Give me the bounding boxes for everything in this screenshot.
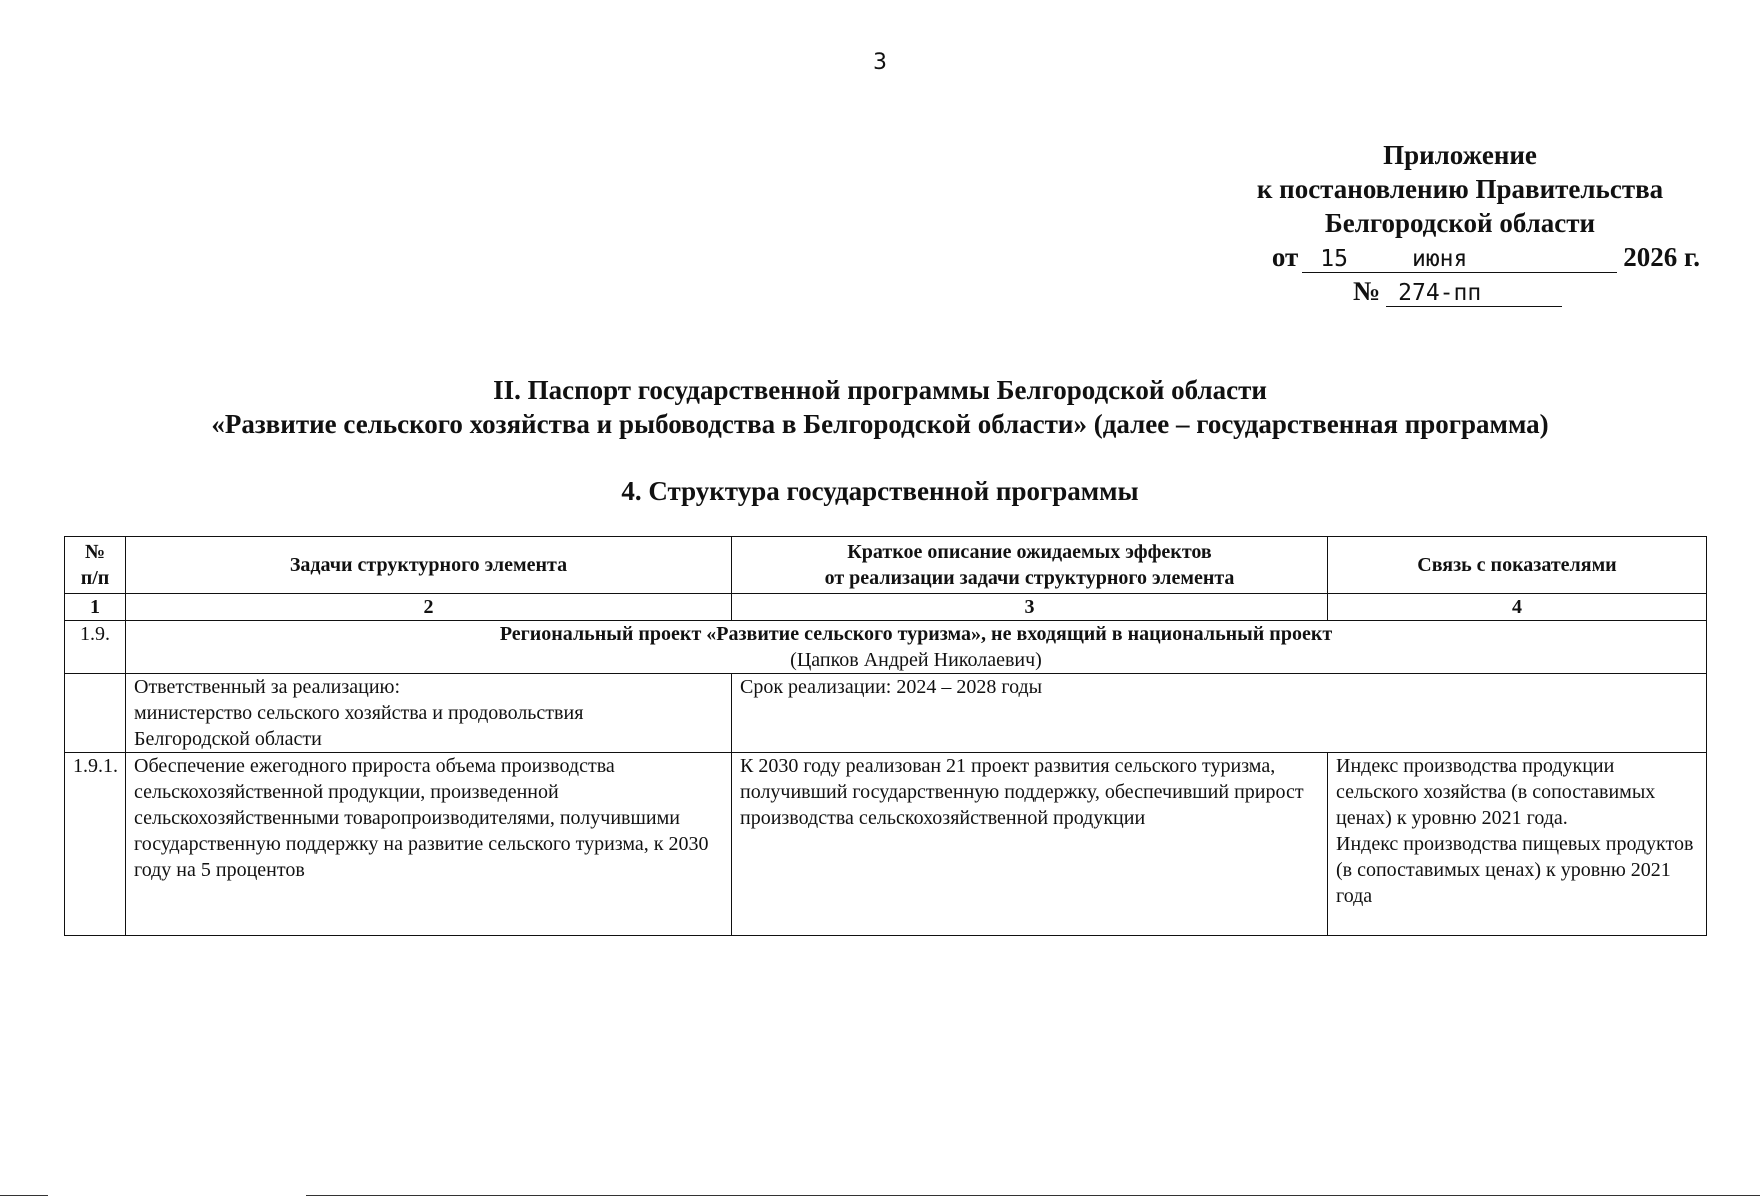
column-number: 3: [732, 594, 1328, 621]
appendix-line-3: Белгородской области: [1324, 208, 1596, 238]
row-number: 1.9.: [65, 621, 126, 674]
column-number: 4: [1328, 594, 1707, 621]
responsible-cell: [126, 674, 732, 753]
header-effects-line-1: Краткое описание ожидаемых эффектов: [847, 541, 1212, 563]
deadline-cell: Срок реализации: 2024 – 2028 годы: [732, 674, 1707, 753]
date-day: 15: [1320, 246, 1348, 272]
indicator-cell: [1328, 753, 1707, 936]
bottom-rule-right: [306, 1195, 1760, 1196]
document-title: [0, 373, 1760, 441]
number-field: 274-пп: [1386, 280, 1562, 307]
date-month: июня: [1411, 246, 1468, 272]
responsible-row: [65, 674, 1707, 753]
column-number: 2: [126, 594, 732, 621]
indicator-2: Индекс производства пищевых продуктов (в сопоставимых ценах) к уровню 2021 года: [1336, 833, 1694, 907]
bottom-rule-left: [0, 1195, 48, 1196]
header-num-line-2: п/п: [80, 567, 110, 589]
appendix-date-line: [1220, 240, 1700, 274]
date-prefix: от: [1271, 242, 1299, 272]
header-num: [65, 537, 126, 594]
project-cell: [126, 621, 1707, 674]
title-line-2: «Развитие сельского хозяйства и рыбоводства в Белгородской области» (далее – государственная программа): [211, 409, 1549, 439]
title-line-1: II. Паспорт государственной программы Белгородской области: [493, 375, 1267, 405]
header-effects: [732, 537, 1328, 594]
date-field: [1302, 246, 1617, 273]
responsible-line-3: Белгородской области: [134, 728, 322, 750]
empty-cell: [65, 674, 126, 753]
column-numbers-row: [65, 594, 1707, 621]
header-link: Связь с показателями: [1328, 537, 1707, 594]
responsible-label: Ответственный за реализацию:: [134, 676, 401, 698]
table-header-row: [65, 537, 1707, 594]
header-effects-line-2: от реализации задачи структурного элемента: [824, 567, 1235, 589]
task-cell: Обеспечение ежегодного прироста объема производства сельскохозяйственной продукции, произведенной сельскохозяйственными товаропроизводителями, получившими государственную поддержку на развитие сельского туризма, к 2030 году на 5 процентов: [126, 753, 732, 936]
header-tasks: Задачи структурного элемента: [126, 537, 732, 594]
responsible-line-2: министерство сельского хозяйства и продовольствия: [134, 702, 584, 724]
page-number: 3: [873, 50, 887, 75]
row-number: 1.9.1.: [65, 753, 126, 936]
project-head: (Цапков Андрей Николаевич): [790, 649, 1042, 671]
date-year: 2026 г.: [1623, 242, 1700, 272]
appendix-number-line: [1220, 274, 1700, 308]
number-prefix: №: [1353, 276, 1381, 306]
project-title: Региональный проект «Развитие сельского туризма», не входящий в национальный проект: [499, 623, 1333, 645]
column-number: 1: [65, 594, 126, 621]
appendix-line-2: к постановлению Правительства: [1256, 174, 1664, 204]
appendix-title: Приложение: [1383, 140, 1537, 170]
table-row: [65, 753, 1707, 936]
structure-table: [64, 536, 1707, 936]
appendix-block: [1220, 138, 1700, 308]
indicator-1: Индекс производства продукции сельского хозяйства (в сопоставимых ценах) к уровню 2021 года.: [1336, 755, 1656, 829]
section-title: 4. Структура государственной программы: [621, 476, 1139, 506]
effect-cell: К 2030 году реализован 21 проект развития сельского туризма, получивший государственную поддержку, обеспечивший прирост производства сельскохозяйственной продукции: [732, 753, 1328, 936]
project-row: [65, 621, 1707, 674]
header-num-line-1: №: [84, 541, 106, 563]
